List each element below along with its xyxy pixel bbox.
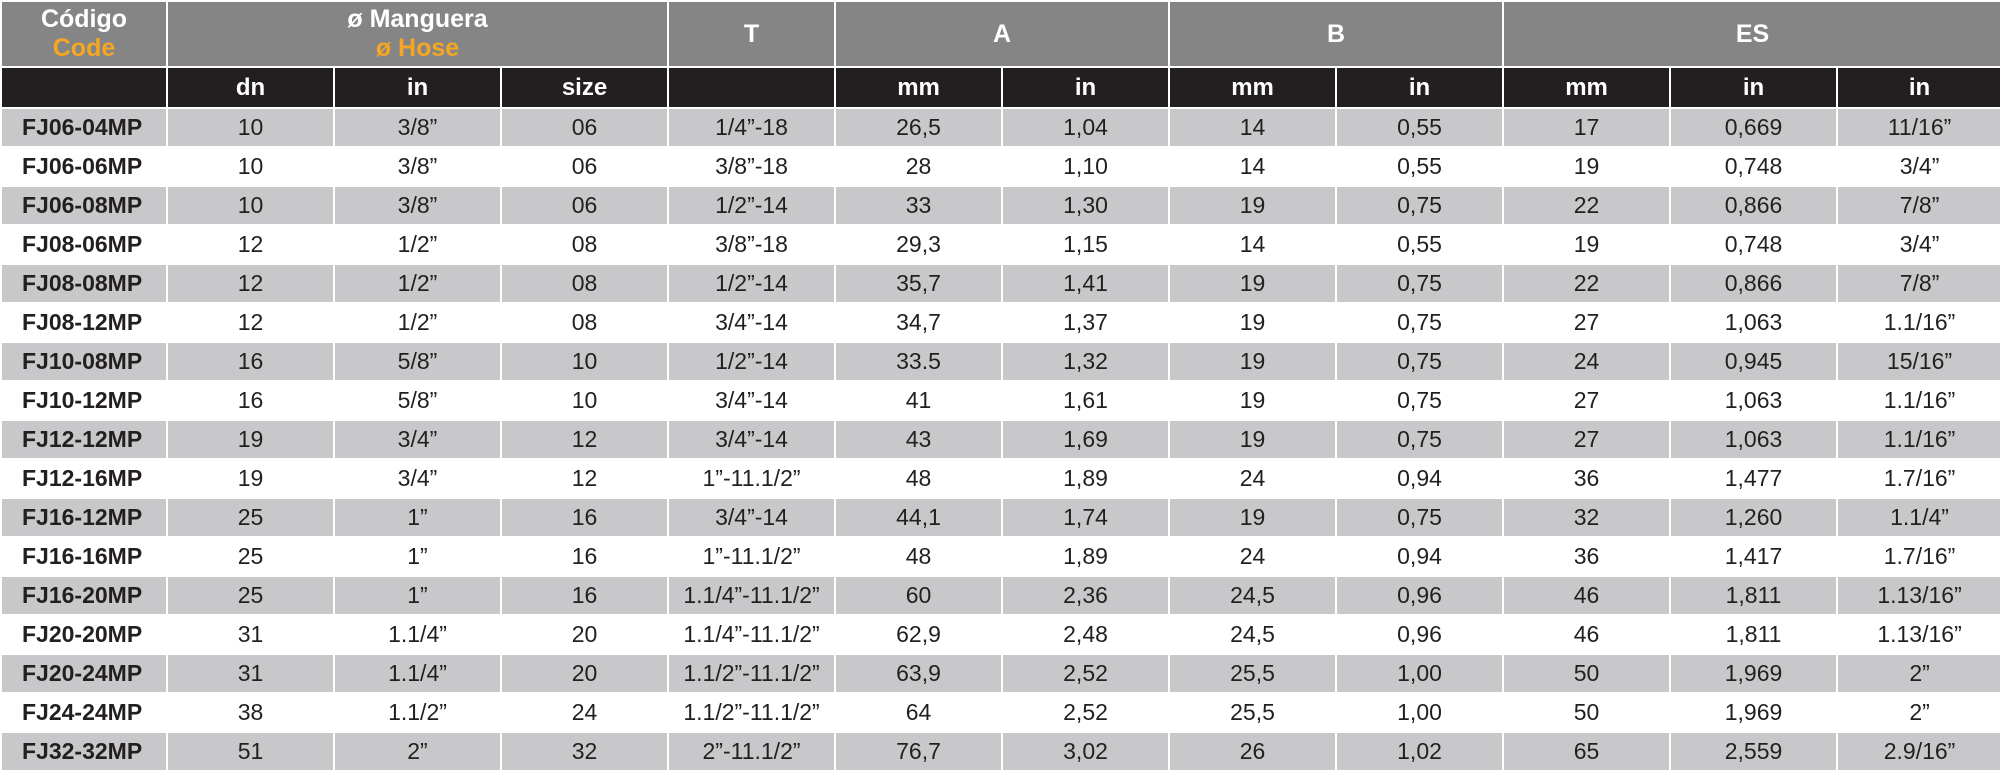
unit-cell: in	[334, 67, 501, 108]
unit-cell: size	[501, 67, 668, 108]
cell-a-mm: 33	[835, 186, 1002, 225]
table-row	[1, 342, 2000, 381]
cell-a-mm: 48	[835, 537, 1002, 576]
header-es: ES	[1503, 1, 2000, 67]
cell-es-in-fraction: 1.7/16”	[1837, 459, 2000, 498]
cell-es-in-fraction: 7/8”	[1837, 186, 2000, 225]
cell-b-in: 0,55	[1336, 225, 1503, 264]
cell-thread-t: 1/2”-14	[668, 264, 835, 303]
cell-es-in-fraction: 11/16”	[1837, 108, 2000, 147]
cell-a-mm: 76,7	[835, 732, 1002, 771]
unit-cell: in	[1002, 67, 1169, 108]
cell-b-in: 0,75	[1336, 264, 1503, 303]
cell-es-in: 1,811	[1670, 576, 1837, 615]
cell-hose-in: 5/8”	[334, 342, 501, 381]
cell-dn: 25	[167, 576, 334, 615]
cell-a-mm: 44,1	[835, 498, 1002, 537]
cell-es-mm: 22	[1503, 264, 1670, 303]
cell-hose-in: 1/2”	[334, 264, 501, 303]
cell-b-in: 0,55	[1336, 108, 1503, 147]
cell-a-in: 1,37	[1002, 303, 1169, 342]
cell-b-mm: 24	[1169, 537, 1336, 576]
table-row	[1, 498, 2000, 537]
cell-dn: 12	[167, 225, 334, 264]
cell-thread-t: 3/8”-18	[668, 225, 835, 264]
cell-es-in-fraction: 1.1/16”	[1837, 303, 2000, 342]
table-row	[1, 693, 2000, 732]
cell-thread-t: 3/4”-14	[668, 303, 835, 342]
unit-cell: dn	[167, 67, 334, 108]
cell-a-in: 2,52	[1002, 693, 1169, 732]
cell-es-in: 0,669	[1670, 108, 1837, 147]
cell-b-mm: 19	[1169, 498, 1336, 537]
cell-a-mm: 35,7	[835, 264, 1002, 303]
cell-code: FJ16-20MP	[1, 576, 167, 615]
cell-size: 20	[501, 615, 668, 654]
unit-cell: mm	[1503, 67, 1670, 108]
cell-a-in: 1,10	[1002, 147, 1169, 186]
cell-b-in: 0,96	[1336, 615, 1503, 654]
cell-thread-t: 3/4”-14	[668, 381, 835, 420]
cell-b-in: 1,02	[1336, 732, 1503, 771]
cell-es-mm: 27	[1503, 381, 1670, 420]
cell-dn: 19	[167, 459, 334, 498]
cell-a-mm: 43	[835, 420, 1002, 459]
cell-a-in: 2,36	[1002, 576, 1169, 615]
cell-es-in-fraction: 3/4”	[1837, 225, 2000, 264]
cell-es-mm: 19	[1503, 147, 1670, 186]
table-row	[1, 576, 2000, 615]
cell-a-mm: 60	[835, 576, 1002, 615]
cell-hose-in: 5/8”	[334, 381, 501, 420]
cell-size: 06	[501, 108, 668, 147]
cell-es-in: 0,866	[1670, 264, 1837, 303]
cell-es-mm: 19	[1503, 225, 1670, 264]
cell-b-mm: 19	[1169, 303, 1336, 342]
cell-es-in-fraction: 2.9/16”	[1837, 732, 2000, 771]
cell-es-in: 1,260	[1670, 498, 1837, 537]
cell-b-in: 0,75	[1336, 186, 1503, 225]
header-hose	[167, 1, 668, 67]
cell-es-in-fraction: 1.13/16”	[1837, 576, 2000, 615]
cell-b-mm: 24,5	[1169, 576, 1336, 615]
cell-a-mm: 28	[835, 147, 1002, 186]
cell-es-in: 1,969	[1670, 693, 1837, 732]
unit-cell: mm	[1169, 67, 1336, 108]
cell-es-mm: 27	[1503, 303, 1670, 342]
cell-a-mm: 33.5	[835, 342, 1002, 381]
cell-code: FJ10-12MP	[1, 381, 167, 420]
cell-code: FJ16-16MP	[1, 537, 167, 576]
cell-hose-in: 1.1/4”	[334, 615, 501, 654]
cell-dn: 31	[167, 654, 334, 693]
cell-dn: 51	[167, 732, 334, 771]
cell-hose-in: 1/2”	[334, 225, 501, 264]
cell-es-in: 1,063	[1670, 381, 1837, 420]
header-hose-sublabel: ø Hose	[375, 34, 460, 62]
cell-b-mm: 14	[1169, 108, 1336, 147]
cell-b-mm: 19	[1169, 264, 1336, 303]
cell-code: FJ12-16MP	[1, 459, 167, 498]
cell-dn: 16	[167, 342, 334, 381]
cell-hose-in: 1.1/2”	[334, 693, 501, 732]
cell-size: 12	[501, 420, 668, 459]
cell-thread-t: 1.1/4”-11.1/2”	[668, 615, 835, 654]
cell-b-in: 0,94	[1336, 459, 1503, 498]
cell-dn: 12	[167, 264, 334, 303]
cell-es-in-fraction: 1.1/16”	[1837, 381, 2000, 420]
cell-b-in: 0,94	[1336, 537, 1503, 576]
cell-a-mm: 64	[835, 693, 1002, 732]
cell-a-in: 1,69	[1002, 420, 1169, 459]
cell-es-in-fraction: 1.13/16”	[1837, 615, 2000, 654]
cell-size: 32	[501, 732, 668, 771]
cell-a-in: 1,89	[1002, 537, 1169, 576]
cell-code: FJ08-06MP	[1, 225, 167, 264]
cell-dn: 25	[167, 537, 334, 576]
cell-a-in: 1,15	[1002, 225, 1169, 264]
cell-es-mm: 24	[1503, 342, 1670, 381]
cell-b-in: 0,55	[1336, 147, 1503, 186]
cell-a-mm: 62,9	[835, 615, 1002, 654]
unit-cell	[668, 67, 835, 108]
unit-cell-blank	[1, 67, 167, 108]
table-row	[1, 654, 2000, 693]
cell-b-mm: 26	[1169, 732, 1336, 771]
cell-es-in-fraction: 2”	[1837, 654, 2000, 693]
cell-hose-in: 3/8”	[334, 186, 501, 225]
cell-a-in: 1,89	[1002, 459, 1169, 498]
cell-b-in: 0,75	[1336, 420, 1503, 459]
cell-dn: 19	[167, 420, 334, 459]
cell-a-mm: 63,9	[835, 654, 1002, 693]
cell-thread-t: 3/8”-18	[668, 147, 835, 186]
cell-b-mm: 19	[1169, 381, 1336, 420]
cell-b-in: 0,75	[1336, 303, 1503, 342]
cell-hose-in: 1”	[334, 576, 501, 615]
cell-b-mm: 24	[1169, 459, 1336, 498]
header-a: A	[835, 1, 1169, 67]
cell-a-mm: 48	[835, 459, 1002, 498]
cell-size: 12	[501, 459, 668, 498]
cell-a-in: 1,74	[1002, 498, 1169, 537]
cell-size: 08	[501, 225, 668, 264]
cell-es-in: 1,477	[1670, 459, 1837, 498]
table-row	[1, 420, 2000, 459]
cell-size: 16	[501, 576, 668, 615]
cell-es-mm: 22	[1503, 186, 1670, 225]
cell-b-mm: 14	[1169, 225, 1336, 264]
cell-code: FJ20-20MP	[1, 615, 167, 654]
cell-thread-t: 1.1/2”-11.1/2”	[668, 654, 835, 693]
cell-dn: 38	[167, 693, 334, 732]
table-row	[1, 264, 2000, 303]
cell-es-mm: 50	[1503, 654, 1670, 693]
cell-es-in: 0,748	[1670, 147, 1837, 186]
unit-cell: in	[1336, 67, 1503, 108]
cell-hose-in: 3/4”	[334, 420, 501, 459]
cell-es-in-fraction: 1.1/4”	[1837, 498, 2000, 537]
cell-code: FJ24-24MP	[1, 693, 167, 732]
cell-a-in: 3,02	[1002, 732, 1169, 771]
cell-a-in: 1,32	[1002, 342, 1169, 381]
cell-size: 06	[501, 186, 668, 225]
cell-b-mm: 19	[1169, 342, 1336, 381]
cell-code: FJ06-06MP	[1, 147, 167, 186]
cell-code: FJ12-12MP	[1, 420, 167, 459]
cell-hose-in: 1.1/4”	[334, 654, 501, 693]
cell-hose-in: 3/8”	[334, 147, 501, 186]
cell-b-in: 0,75	[1336, 342, 1503, 381]
cell-code: FJ08-08MP	[1, 264, 167, 303]
cell-thread-t: 3/4”-14	[668, 420, 835, 459]
cell-thread-t: 1.1/4”-11.1/2”	[668, 576, 835, 615]
table-row	[1, 381, 2000, 420]
cell-es-in: 0,945	[1670, 342, 1837, 381]
cell-es-mm: 50	[1503, 693, 1670, 732]
cell-hose-in: 1/2”	[334, 303, 501, 342]
table-row	[1, 615, 2000, 654]
cell-a-mm: 34,7	[835, 303, 1002, 342]
table-row	[1, 147, 2000, 186]
cell-size: 24	[501, 693, 668, 732]
cell-es-in: 1,063	[1670, 420, 1837, 459]
cell-thread-t: 1”-11.1/2”	[668, 537, 835, 576]
cell-es-mm: 46	[1503, 576, 1670, 615]
cell-es-in: 0,866	[1670, 186, 1837, 225]
cell-thread-t: 2”-11.1/2”	[668, 732, 835, 771]
cell-thread-t: 1.1/2”-11.1/2”	[668, 693, 835, 732]
cell-es-in: 1,969	[1670, 654, 1837, 693]
cell-b-mm: 19	[1169, 420, 1336, 459]
cell-es-in: 1,417	[1670, 537, 1837, 576]
table-row	[1, 186, 2000, 225]
group-header-row	[1, 1, 2000, 67]
table-body	[1, 108, 2000, 771]
cell-es-in: 0,748	[1670, 225, 1837, 264]
header-hose-label: ø Manguera	[347, 5, 488, 33]
cell-hose-in: 2”	[334, 732, 501, 771]
table-row	[1, 732, 2000, 771]
cell-b-in: 0,96	[1336, 576, 1503, 615]
cell-code: FJ08-12MP	[1, 303, 167, 342]
cell-b-mm: 24,5	[1169, 615, 1336, 654]
table-row	[1, 225, 2000, 264]
cell-size: 08	[501, 303, 668, 342]
unit-cell: in	[1670, 67, 1837, 108]
cell-code: FJ10-08MP	[1, 342, 167, 381]
table-row	[1, 459, 2000, 498]
cell-dn: 16	[167, 381, 334, 420]
cell-code: FJ20-24MP	[1, 654, 167, 693]
cell-b-in: 1,00	[1336, 654, 1503, 693]
cell-hose-in: 1”	[334, 537, 501, 576]
unit-cell: in	[1837, 67, 2000, 108]
table-row	[1, 303, 2000, 342]
cell-es-in: 2,559	[1670, 732, 1837, 771]
cell-dn: 12	[167, 303, 334, 342]
cell-es-mm: 27	[1503, 420, 1670, 459]
cell-es-in-fraction: 1.1/16”	[1837, 420, 2000, 459]
cell-dn: 10	[167, 186, 334, 225]
cell-es-in: 1,811	[1670, 615, 1837, 654]
cell-a-in: 1,61	[1002, 381, 1169, 420]
cell-thread-t: 1/2”-14	[668, 186, 835, 225]
header-code	[1, 1, 167, 67]
cell-b-mm: 25,5	[1169, 693, 1336, 732]
cell-es-mm: 36	[1503, 459, 1670, 498]
cell-es-mm: 17	[1503, 108, 1670, 147]
cell-code: FJ32-32MP	[1, 732, 167, 771]
cell-dn: 10	[167, 147, 334, 186]
cell-a-in: 1,04	[1002, 108, 1169, 147]
cell-size: 20	[501, 654, 668, 693]
cell-hose-in: 3/8”	[334, 108, 501, 147]
cell-a-in: 2,52	[1002, 654, 1169, 693]
cell-a-in: 1,30	[1002, 186, 1169, 225]
cell-size: 06	[501, 147, 668, 186]
cell-a-mm: 26,5	[835, 108, 1002, 147]
cell-dn: 31	[167, 615, 334, 654]
header-code-label: Código	[40, 5, 128, 33]
cell-size: 10	[501, 342, 668, 381]
cell-code: FJ06-08MP	[1, 186, 167, 225]
cell-b-mm: 19	[1169, 186, 1336, 225]
units-header-row	[1, 67, 2000, 108]
cell-b-in: 1,00	[1336, 693, 1503, 732]
unit-cell: mm	[835, 67, 1002, 108]
cell-es-in-fraction: 7/8”	[1837, 264, 2000, 303]
cell-a-in: 1,41	[1002, 264, 1169, 303]
cell-es-in-fraction: 1.7/16”	[1837, 537, 2000, 576]
cell-size: 16	[501, 498, 668, 537]
cell-es-mm: 36	[1503, 537, 1670, 576]
cell-size: 10	[501, 381, 668, 420]
cell-es-mm: 46	[1503, 615, 1670, 654]
cell-es-in-fraction: 15/16”	[1837, 342, 2000, 381]
cell-size: 16	[501, 537, 668, 576]
cell-hose-in: 3/4”	[334, 459, 501, 498]
cell-a-mm: 41	[835, 381, 1002, 420]
cell-code: FJ16-12MP	[1, 498, 167, 537]
cell-es-mm: 32	[1503, 498, 1670, 537]
cell-thread-t: 1”-11.1/2”	[668, 459, 835, 498]
cell-a-mm: 29,3	[835, 225, 1002, 264]
cell-thread-t: 1/4”-18	[668, 108, 835, 147]
cell-thread-t: 1/2”-14	[668, 342, 835, 381]
cell-b-in: 0,75	[1336, 498, 1503, 537]
cell-es-in: 1,063	[1670, 303, 1837, 342]
header-code-sublabel: Code	[52, 34, 116, 62]
cell-size: 08	[501, 264, 668, 303]
cell-es-mm: 65	[1503, 732, 1670, 771]
cell-hose-in: 1”	[334, 498, 501, 537]
cell-dn: 25	[167, 498, 334, 537]
cell-es-in-fraction: 2”	[1837, 693, 2000, 732]
table-row	[1, 108, 2000, 147]
header-b: B	[1169, 1, 1503, 67]
cell-b-mm: 14	[1169, 147, 1336, 186]
header-t: T	[668, 1, 835, 67]
cell-es-in-fraction: 3/4”	[1837, 147, 2000, 186]
cell-code: FJ06-04MP	[1, 108, 167, 147]
cell-dn: 10	[167, 108, 334, 147]
cell-b-mm: 25,5	[1169, 654, 1336, 693]
table-row	[1, 537, 2000, 576]
cell-b-in: 0,75	[1336, 381, 1503, 420]
cell-a-in: 2,48	[1002, 615, 1169, 654]
cell-thread-t: 3/4”-14	[668, 498, 835, 537]
